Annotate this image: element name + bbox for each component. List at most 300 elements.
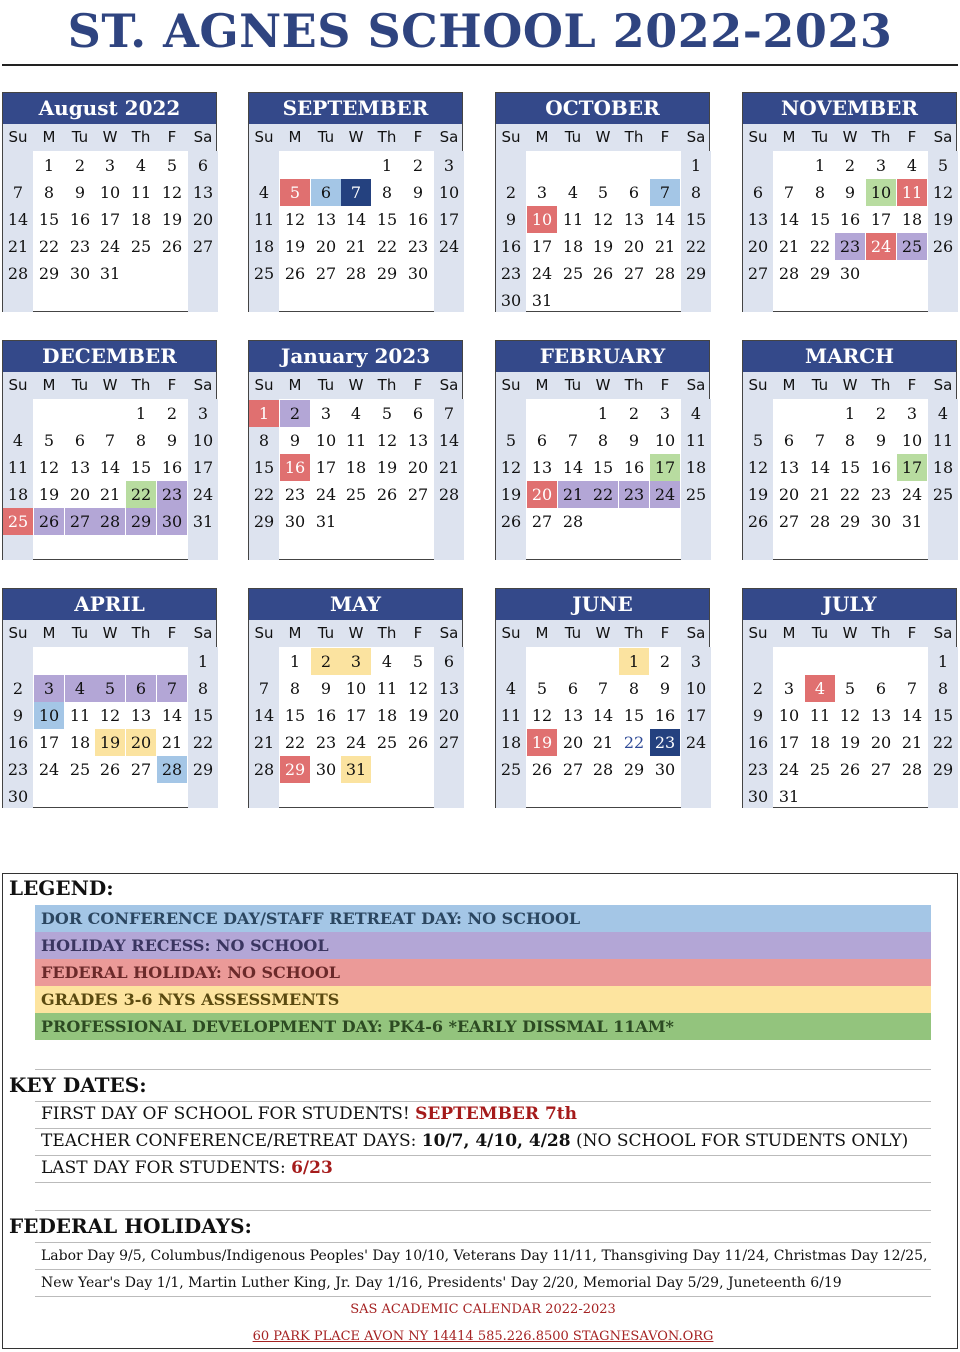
calendar-day: 16 bbox=[7, 733, 29, 752]
calendar-day: 21 bbox=[99, 485, 121, 504]
calendar-day: 4 bbox=[505, 679, 517, 698]
month-title: MARCH bbox=[743, 341, 956, 372]
calendar-day: 20 bbox=[407, 458, 429, 477]
calendar-day: 14 bbox=[161, 706, 183, 725]
calendar-day: 14 bbox=[778, 210, 800, 229]
month-title: January 2023 bbox=[249, 341, 462, 372]
calendar-day: 19 bbox=[407, 706, 429, 725]
calendar-day: 28 bbox=[592, 760, 614, 779]
calendar-day: 29 bbox=[38, 264, 60, 283]
calendar-day: 16 bbox=[870, 458, 892, 477]
calendar-day: 22 bbox=[839, 485, 861, 504]
calendar-day: 23 bbox=[407, 237, 429, 256]
calendar-day: 7 bbox=[906, 679, 918, 698]
calendar-day: 23 bbox=[619, 481, 649, 508]
key-date-value: 10/7, 4/10, 4/28 bbox=[421, 1131, 571, 1151]
month-calendar bbox=[248, 92, 463, 312]
calendar-day: 24 bbox=[315, 485, 337, 504]
calendar-day: 29 bbox=[809, 264, 831, 283]
weekday-label: Tu bbox=[71, 376, 89, 394]
calendar-day: 17 bbox=[438, 210, 460, 229]
calendar-day: 14 bbox=[809, 458, 831, 477]
weekday-label: F bbox=[660, 376, 670, 394]
calendar-day: 4 bbox=[937, 404, 949, 423]
key-date-label: LAST DAY FOR STUDENTS: bbox=[41, 1158, 286, 1178]
weekday-label: W bbox=[102, 128, 118, 146]
weekday-label: W bbox=[102, 624, 118, 642]
divider bbox=[35, 1155, 931, 1156]
key-date-value: SEPTEMBER 7th bbox=[415, 1104, 577, 1124]
calendar-day: 20 bbox=[747, 237, 769, 256]
weekday-label: M bbox=[535, 376, 549, 394]
weekday-label: W bbox=[348, 624, 364, 642]
calendar-day: 22 bbox=[126, 481, 156, 508]
calendar-day: 3 bbox=[341, 648, 371, 675]
weekday-label: Tu bbox=[564, 624, 582, 642]
calendar-day: 24 bbox=[650, 481, 680, 508]
weekday-label: W bbox=[348, 128, 364, 146]
calendar-day: 14 bbox=[592, 706, 614, 725]
weekday-label: Th bbox=[377, 128, 397, 146]
calendar-day: 8 bbox=[135, 431, 147, 450]
calendar-day: 10 bbox=[345, 679, 367, 698]
calendar-day: 19 bbox=[95, 729, 125, 756]
calendar-day: 11 bbox=[897, 179, 927, 206]
calendar-day: 27 bbox=[130, 760, 152, 779]
calendar-day: 3 bbox=[659, 404, 671, 423]
calendar-day: 18 bbox=[500, 733, 522, 752]
weekday-label: F bbox=[413, 624, 423, 642]
month-calendar bbox=[742, 340, 957, 560]
calendar-day: 3 bbox=[34, 675, 64, 702]
weekday-label: Sa bbox=[193, 376, 213, 394]
legend-item-federal-holiday: FEDERAL HOLIDAY: NO SCHOOL bbox=[35, 959, 931, 986]
calendar-day: 30 bbox=[284, 512, 306, 531]
calendar-day: 18 bbox=[7, 485, 29, 504]
calendar-day: 19 bbox=[284, 237, 306, 256]
calendar-day: 26 bbox=[161, 237, 183, 256]
weekday-label: Sa bbox=[686, 128, 706, 146]
calendar-day: 1 bbox=[289, 652, 301, 671]
calendar-day: 15 bbox=[592, 458, 614, 477]
weekday-label: Sa bbox=[686, 376, 706, 394]
calendar-day: 5 bbox=[381, 404, 393, 423]
calendar-day: 3 bbox=[104, 156, 116, 175]
calendar-day: 4 bbox=[135, 156, 147, 175]
calendar-day: 24 bbox=[866, 233, 896, 260]
calendar-day: 10 bbox=[315, 431, 337, 450]
calendar-day: 19 bbox=[747, 485, 769, 504]
calendar-day: 7 bbox=[567, 431, 579, 450]
page-title: ST. AGNES SCHOOL 2022-2023 bbox=[67, 4, 893, 58]
weekday-label: Sa bbox=[933, 624, 953, 642]
month-title: OCTOBER bbox=[496, 93, 709, 124]
calendar-day: 20 bbox=[623, 237, 645, 256]
calendar-day: 13 bbox=[192, 183, 214, 202]
calendar-day: 27 bbox=[438, 733, 460, 752]
month-title: MAY bbox=[249, 589, 462, 620]
key-date-note: (NO SCHOOL FOR STUDENTS ONLY) bbox=[575, 1131, 909, 1151]
calendar-day: 21 bbox=[161, 733, 183, 752]
calendar-day: 17 bbox=[345, 706, 367, 725]
weekday-label: Th bbox=[131, 624, 151, 642]
calendar-day: 28 bbox=[901, 760, 923, 779]
calendar-day: 20 bbox=[69, 485, 91, 504]
calendar-day: 17 bbox=[315, 458, 337, 477]
calendar-day: 21 bbox=[592, 733, 614, 752]
weekday-label: Th bbox=[624, 128, 644, 146]
calendar-day: 11 bbox=[685, 431, 707, 450]
calendar-day: 22 bbox=[253, 485, 275, 504]
calendar-day: 16 bbox=[839, 210, 861, 229]
month-title: JULY bbox=[743, 589, 956, 620]
month-calendar bbox=[2, 340, 217, 560]
calendar-day: 19 bbox=[161, 210, 183, 229]
calendar-day: 26 bbox=[747, 512, 769, 531]
calendar-day: 23 bbox=[870, 485, 892, 504]
calendar-day: 4 bbox=[381, 652, 393, 671]
weekday-label: F bbox=[413, 376, 423, 394]
calendar-day: 22 bbox=[685, 237, 707, 256]
calendar-day: 18 bbox=[562, 237, 584, 256]
calendar-day: 10 bbox=[438, 183, 460, 202]
calendar-day: 6 bbox=[783, 431, 795, 450]
calendar-day: 17 bbox=[38, 733, 60, 752]
calendar-day: 1 bbox=[597, 404, 609, 423]
calendar-day: 30 bbox=[407, 264, 429, 283]
calendar-day: 7 bbox=[443, 404, 455, 423]
calendar-day: 2 bbox=[752, 679, 764, 698]
weekday-label: F bbox=[167, 624, 177, 642]
weekday-label: F bbox=[413, 128, 423, 146]
calendar-day: 7 bbox=[12, 183, 24, 202]
calendar-day: 22 bbox=[284, 733, 306, 752]
calendar-day: 15 bbox=[685, 210, 707, 229]
weekday-label: Tu bbox=[811, 624, 829, 642]
month-title: NOVEMBER bbox=[743, 93, 956, 124]
weekday-label: Su bbox=[8, 128, 28, 146]
calendar-day: 7 bbox=[157, 675, 187, 702]
calendar-day: 4 bbox=[805, 675, 835, 702]
calendar-day: 10 bbox=[901, 431, 923, 450]
calendar-day: 11 bbox=[376, 679, 398, 698]
weekday-label: Sa bbox=[439, 128, 459, 146]
calendar-day: 22 bbox=[809, 237, 831, 256]
calendar-day: 21 bbox=[778, 237, 800, 256]
calendar-day: 14 bbox=[253, 706, 275, 725]
calendar-day: 20 bbox=[192, 210, 214, 229]
calendar-day: 7 bbox=[783, 183, 795, 202]
weekday-label: Su bbox=[748, 376, 768, 394]
weekday-label: Sa bbox=[686, 624, 706, 642]
info-panel bbox=[2, 873, 958, 1349]
calendar-day: 18 bbox=[376, 706, 398, 725]
weekday-label: Su bbox=[254, 376, 274, 394]
calendar-day: 10 bbox=[654, 431, 676, 450]
weekday-label: M bbox=[782, 128, 796, 146]
calendar-day: 21 bbox=[253, 733, 275, 752]
calendar-day: 28 bbox=[253, 760, 275, 779]
calendar-day: 21 bbox=[7, 237, 29, 256]
calendar-day: 17 bbox=[778, 733, 800, 752]
calendar-day: 29 bbox=[280, 756, 310, 783]
calendar-day: 6 bbox=[412, 404, 424, 423]
weekday-label: F bbox=[660, 128, 670, 146]
calendar-day: 12 bbox=[284, 210, 306, 229]
divider bbox=[35, 1269, 931, 1270]
calendar-day: 23 bbox=[157, 481, 187, 508]
calendar-day: 9 bbox=[12, 706, 24, 725]
calendar-day: 18 bbox=[130, 210, 152, 229]
calendar-day: 8 bbox=[597, 431, 609, 450]
calendar-day: 21 bbox=[901, 733, 923, 752]
calendar-day: 1 bbox=[937, 652, 949, 671]
calendar-day: 23 bbox=[650, 729, 680, 756]
calendar-day: 1 bbox=[844, 404, 856, 423]
calendar-day: 31 bbox=[531, 291, 553, 310]
key-date-label: TEACHER CONFERENCE/RETREAT DAYS: bbox=[41, 1131, 417, 1151]
calendar-day: 7 bbox=[104, 431, 116, 450]
calendar-day: 2 bbox=[74, 156, 86, 175]
calendar-day: 5 bbox=[412, 652, 424, 671]
weekday-label: Su bbox=[748, 624, 768, 642]
calendar-day: 5 bbox=[280, 179, 310, 206]
weekday-label: W bbox=[595, 376, 611, 394]
calendar-day: 1 bbox=[197, 652, 209, 671]
legend-item-conference: DOR CONFERENCE DAY/STAFF RETREAT DAY: NO SCHOOL bbox=[35, 905, 931, 932]
calendar-day: 25 bbox=[562, 264, 584, 283]
calendar-day: 3 bbox=[443, 156, 455, 175]
calendar-day: 1 bbox=[249, 400, 279, 427]
weekday-label: Su bbox=[254, 128, 274, 146]
calendar-day: 18 bbox=[809, 733, 831, 752]
calendar-day: 15 bbox=[38, 210, 60, 229]
calendar-day: 11 bbox=[253, 210, 275, 229]
calendar-day: 5 bbox=[752, 431, 764, 450]
calendar-day: 27 bbox=[315, 264, 337, 283]
calendar-day: 4 bbox=[258, 183, 270, 202]
calendar-day: 7 bbox=[650, 179, 680, 206]
calendar-day: 13 bbox=[130, 706, 152, 725]
weekday-label: Th bbox=[131, 376, 151, 394]
calendar-day: 29 bbox=[839, 512, 861, 531]
divider bbox=[35, 1242, 931, 1243]
calendar-day: 8 bbox=[289, 679, 301, 698]
calendar-day: 25 bbox=[500, 760, 522, 779]
calendar-day: 8 bbox=[690, 183, 702, 202]
calendar-day: 21 bbox=[438, 458, 460, 477]
month-title: JUNE bbox=[496, 589, 709, 620]
calendar-day: 8 bbox=[937, 679, 949, 698]
calendar-day: 27 bbox=[192, 237, 214, 256]
calendar-day: 20 bbox=[527, 481, 557, 508]
calendar-day: 27 bbox=[531, 512, 553, 531]
calendar-day: 27 bbox=[778, 512, 800, 531]
key-date-conference bbox=[41, 1131, 908, 1151]
calendar-day: 9 bbox=[289, 431, 301, 450]
weekday-label: W bbox=[102, 376, 118, 394]
month-calendar bbox=[2, 92, 217, 312]
month-calendar bbox=[248, 588, 463, 808]
calendar-day: 9 bbox=[505, 210, 517, 229]
calendar-day: 11 bbox=[562, 210, 584, 229]
calendar-day: 20 bbox=[562, 733, 584, 752]
calendar-day: 13 bbox=[747, 210, 769, 229]
calendar-day: 19 bbox=[376, 458, 398, 477]
weekday-label: M bbox=[42, 376, 56, 394]
calendar-day: 2 bbox=[844, 156, 856, 175]
title-divider bbox=[2, 64, 958, 66]
calendar-day: 24 bbox=[38, 760, 60, 779]
calendar-day: 6 bbox=[126, 675, 156, 702]
calendar-day: 26 bbox=[592, 264, 614, 283]
calendar-day: 30 bbox=[69, 264, 91, 283]
calendar-day: 13 bbox=[623, 210, 645, 229]
divider bbox=[35, 1101, 931, 1102]
calendar-day: 14 bbox=[901, 706, 923, 725]
weekday-label: Th bbox=[377, 376, 397, 394]
calendar-day: 20 bbox=[870, 733, 892, 752]
calendar-day: 6 bbox=[197, 156, 209, 175]
weekday-label: Tu bbox=[564, 376, 582, 394]
calendar-day: 26 bbox=[284, 264, 306, 283]
calendar-day: 5 bbox=[937, 156, 949, 175]
weekday-label: M bbox=[288, 128, 302, 146]
calendar-day: 10 bbox=[99, 183, 121, 202]
calendar-day: 29 bbox=[253, 512, 275, 531]
calendar-day: 23 bbox=[69, 237, 91, 256]
calendar-day: 24 bbox=[192, 485, 214, 504]
calendar-day: 2 bbox=[280, 400, 310, 427]
calendar-day: 12 bbox=[592, 210, 614, 229]
calendar-day: 15 bbox=[130, 458, 152, 477]
divider bbox=[35, 1210, 931, 1211]
calendar-day: 29 bbox=[932, 760, 954, 779]
calendar-day: 21 bbox=[654, 237, 676, 256]
calendar-day: 28 bbox=[654, 264, 676, 283]
calendar-day: 26 bbox=[34, 508, 64, 535]
month-calendar bbox=[495, 92, 710, 312]
calendar-day: 2 bbox=[628, 404, 640, 423]
weekday-label: Th bbox=[871, 624, 891, 642]
calendar-day: 14 bbox=[99, 458, 121, 477]
calendar-day: 27 bbox=[747, 264, 769, 283]
divider bbox=[35, 1069, 931, 1070]
calendar-day: 3 bbox=[197, 404, 209, 423]
calendar-day: 26 bbox=[839, 760, 861, 779]
calendar-day: 9 bbox=[320, 679, 332, 698]
calendar-day: 31 bbox=[778, 787, 800, 806]
calendar-day: 21 bbox=[558, 481, 588, 508]
calendar-day: 3 bbox=[875, 156, 887, 175]
calendar-day: 18 bbox=[932, 458, 954, 477]
weekday-label: Su bbox=[501, 128, 521, 146]
calendar-day: 23 bbox=[315, 733, 337, 752]
calendar-day: 5 bbox=[166, 156, 178, 175]
calendar-day: 9 bbox=[659, 679, 671, 698]
calendar-day: 28 bbox=[562, 512, 584, 531]
footer-address: 60 PARK PLACE AVON NY 14414 585.226.8500 STAGNESAVON.ORG bbox=[252, 1329, 714, 1344]
calendar-day: 5 bbox=[95, 675, 125, 702]
calendar-day: 12 bbox=[38, 458, 60, 477]
calendar-day: 24 bbox=[438, 237, 460, 256]
weekday-label: M bbox=[42, 128, 56, 146]
calendar-day: 2 bbox=[412, 156, 424, 175]
calendar-day: 25 bbox=[130, 237, 152, 256]
calendar-day: 1 bbox=[135, 404, 147, 423]
weekday-label: Sa bbox=[439, 624, 459, 642]
calendar-day: 24 bbox=[685, 733, 707, 752]
calendar-day: 30 bbox=[654, 760, 676, 779]
calendar-day: 1 bbox=[381, 156, 393, 175]
calendar-day: 9 bbox=[412, 183, 424, 202]
calendar-day: 25 bbox=[809, 760, 831, 779]
key-date-label: FIRST DAY OF SCHOOL FOR STUDENTS! bbox=[41, 1104, 410, 1124]
calendar-day: 13 bbox=[778, 458, 800, 477]
federal-holidays-line-1: Labor Day 9/5, Columbus/Indigenous Peoples' Day 10/10, Veterans Day 11/11, Thansgiving Day 11/24, Christmas Day 12/25, bbox=[41, 1248, 928, 1264]
calendar-day: 23 bbox=[284, 485, 306, 504]
calendar-day: 16 bbox=[161, 458, 183, 477]
weekday-label: M bbox=[782, 376, 796, 394]
calendar-day: 25 bbox=[69, 760, 91, 779]
calendar-day: 19 bbox=[38, 485, 60, 504]
weekday-label: Tu bbox=[811, 128, 829, 146]
calendar-day: 22 bbox=[623, 733, 645, 752]
weekday-label: Su bbox=[501, 376, 521, 394]
weekday-label: Tu bbox=[317, 624, 335, 642]
weekday-label: Su bbox=[8, 624, 28, 642]
calendar-day: 13 bbox=[531, 458, 553, 477]
calendar-day: 7 bbox=[258, 679, 270, 698]
calendar-day: 21 bbox=[345, 237, 367, 256]
calendar-day: 25 bbox=[685, 485, 707, 504]
month-calendar bbox=[248, 340, 463, 560]
weekday-label: Su bbox=[748, 128, 768, 146]
weekday-label: M bbox=[535, 624, 549, 642]
calendar-day: 24 bbox=[531, 264, 553, 283]
calendar-day: 23 bbox=[747, 760, 769, 779]
calendar-day: 4 bbox=[65, 675, 95, 702]
calendar-day: 20 bbox=[778, 485, 800, 504]
weekday-label: M bbox=[42, 624, 56, 642]
calendar-day: 25 bbox=[253, 264, 275, 283]
calendar-day: 22 bbox=[588, 481, 618, 508]
weekday-label: F bbox=[167, 128, 177, 146]
calendar-day: 2 bbox=[875, 404, 887, 423]
month-calendar bbox=[742, 588, 957, 808]
divider bbox=[35, 1182, 931, 1183]
calendar-day: 25 bbox=[376, 733, 398, 752]
calendar-day: 10 bbox=[192, 431, 214, 450]
weekday-label: Tu bbox=[317, 376, 335, 394]
calendar-day: 9 bbox=[74, 183, 86, 202]
weekday-label: Th bbox=[871, 128, 891, 146]
calendar-day: 27 bbox=[407, 485, 429, 504]
calendar-day: 10 bbox=[778, 706, 800, 725]
weekday-label: Su bbox=[8, 376, 28, 394]
calendar-day: 18 bbox=[901, 210, 923, 229]
calendar-day: 2 bbox=[311, 648, 341, 675]
calendar-day: 6 bbox=[74, 431, 86, 450]
calendar-day: 12 bbox=[407, 679, 429, 698]
calendar-day: 15 bbox=[932, 706, 954, 725]
calendar-day: 3 bbox=[906, 404, 918, 423]
calendar-day: 31 bbox=[192, 512, 214, 531]
calendar-day: 4 bbox=[567, 183, 579, 202]
calendar-day: 16 bbox=[280, 454, 310, 481]
calendar-day: 17 bbox=[870, 210, 892, 229]
calendar-day: 25 bbox=[3, 508, 33, 535]
